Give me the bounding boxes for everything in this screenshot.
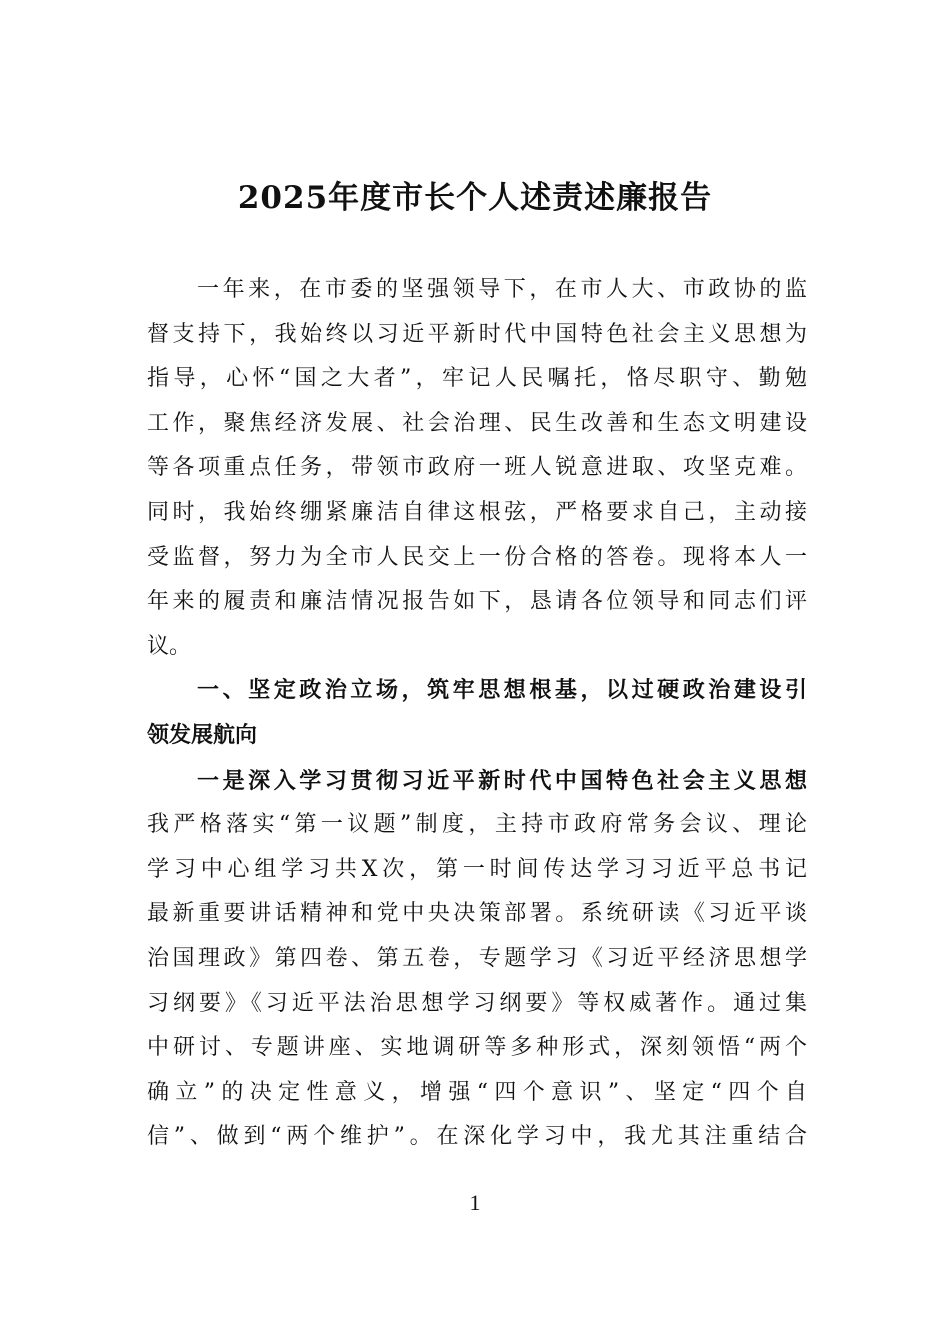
text-line: 我严格落实“第一议题”制度，主持市政府常务会议、理论 bbox=[147, 812, 807, 838]
subheading-line: 一是深入学习贯彻习近平新时代中国特色社会主义思想 bbox=[197, 767, 807, 794]
document-body bbox=[147, 268, 807, 1160]
text-line: 年来的履责和廉洁情况报告如下，恳请各位领导和同志们评 bbox=[147, 589, 807, 615]
text-line: 指导，心怀“国之大者”，牢记人民嘱托，恪尽职守、勤勉 bbox=[147, 366, 807, 392]
heading-line: 一、坚定政治立场，筑牢思想根基，以过硬政治建设引 bbox=[197, 678, 807, 704]
text-line: 学习中心组学习共X次，第一时间传达学习习近平总书记 bbox=[147, 856, 807, 882]
text-line: 习纲要》《习近平法治思想学习纲要》等权威著作。通过集 bbox=[147, 990, 807, 1016]
text-line: 工作，聚焦经济发展、社会治理、民生改善和生态文明建设 bbox=[147, 410, 807, 436]
text-line: 中研讨、专题讲座、实地调研等多种形式，深刻领悟“两个 bbox=[147, 1035, 807, 1061]
body-paragraph bbox=[147, 803, 807, 1160]
text-line: 受监督，努力为全市人民交上一份合格的答卷。现将本人一 bbox=[147, 544, 807, 570]
text-line: 议。 bbox=[147, 633, 192, 659]
text-line: 督支持下，我始终以习近平新时代中国特色社会主义思想为 bbox=[147, 321, 807, 347]
heading-line: 领发展航向 bbox=[147, 722, 258, 748]
text-line: 同时，我始终绷紧廉洁自律这根弦，严格要求自己，主动接 bbox=[147, 499, 807, 525]
section-heading bbox=[147, 669, 807, 758]
intro-paragraph bbox=[147, 268, 807, 669]
text-line: 信”、做到“两个维护”。在深化学习中，我尤其注重结合 bbox=[147, 1124, 807, 1150]
subsection-heading bbox=[147, 759, 807, 804]
page-number: 1 bbox=[469, 1190, 481, 1215]
text-line: 一年来，在市委的坚强领导下，在市人大、市政协的监 bbox=[197, 277, 807, 302]
text-line: 确立”的决定性意义，增强“四个意识”、坚定“四个自 bbox=[147, 1079, 807, 1105]
text-line: 最新重要讲话精神和党中央决策部署。系统研读《习近平谈 bbox=[147, 901, 807, 927]
text-line: 等各项重点任务，带领市政府一班人锐意进取、攻坚克难。 bbox=[147, 455, 807, 481]
document-title: 2025年度市长个人述责述廉报告 bbox=[237, 180, 713, 216]
text-line: 治国理政》第四卷、第五卷，专题学习《习近平经济思想学 bbox=[147, 945, 807, 971]
